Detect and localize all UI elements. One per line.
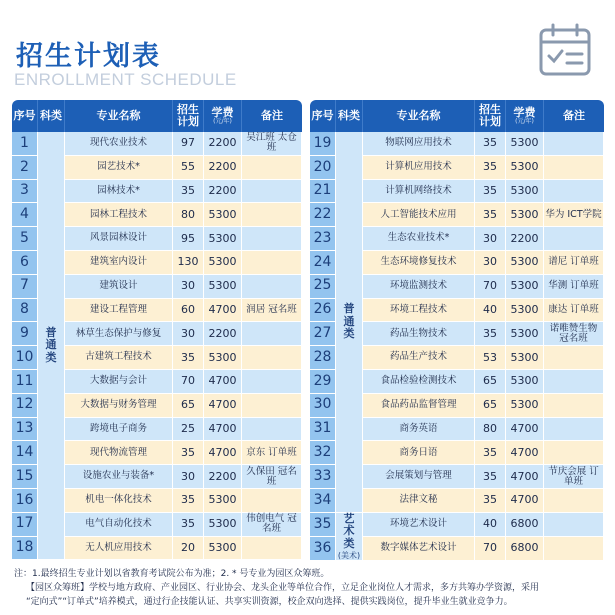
category-label: 普通类 [343, 301, 355, 341]
header-plan: 招生计划 [173, 100, 204, 132]
row-number: 17 [12, 513, 38, 537]
row-number: 31 [310, 418, 336, 442]
category-cell [38, 132, 65, 560]
header-category: 科类 [336, 100, 363, 132]
plan-count: 20 [173, 537, 204, 561]
row-number: 14 [12, 441, 38, 465]
row-number: 8 [12, 299, 38, 323]
tuition-fee: 2200 [204, 156, 242, 180]
header-category: 科类 [38, 100, 65, 132]
table-header-row [310, 100, 604, 132]
major-name: 大数据与财务管理 [65, 394, 173, 418]
plan-count: 130 [173, 251, 204, 275]
major-name: 法律文秘 [363, 489, 475, 513]
plan-count: 35 [475, 156, 506, 180]
remark [242, 203, 302, 227]
remark: 吴江班 太仓班 [242, 132, 302, 156]
plan-count: 35 [475, 465, 506, 489]
row-number: 4 [12, 203, 38, 227]
footnote-line-1: 注：1.最终招生专业计划以省教育考试院公布为准；2. * 号专业为园区众筹班。 [14, 569, 330, 579]
header-fee-label: 学费 [211, 105, 234, 119]
tuition-fee: 4700 [506, 489, 544, 513]
plan-count: 70 [475, 537, 506, 561]
major-name: 环境工程技术 [363, 299, 475, 323]
header-plan: 招生计划 [475, 100, 506, 132]
calendar-icon [535, 20, 595, 80]
tuition-fee: 5300 [506, 322, 544, 346]
major-name: 计算机应用技术 [363, 156, 475, 180]
plan-count: 35 [475, 489, 506, 513]
tuition-fee: 6800 [506, 537, 544, 561]
row-number: 15 [12, 465, 38, 489]
remark [242, 227, 302, 251]
remark [544, 441, 604, 465]
footnote-line-2: 【园区众筹班】学校与地方政府、产业园区、行业协会、龙头企业等单位合作，立足企业岗位人才需求，多方共筹办学资源，采用 [26, 583, 540, 593]
major-name: 生态环境修复技术 [363, 251, 475, 275]
remark [242, 537, 302, 561]
major-name: 古建筑工程技术 [65, 346, 173, 370]
remark [242, 418, 302, 442]
row-number: 19 [310, 132, 336, 156]
major-name: 设施农业与装备* [65, 465, 173, 489]
tuition-fee: 5300 [204, 227, 242, 251]
remark: 伟创电气 冠名班 [242, 513, 302, 537]
plan-count: 30 [173, 322, 204, 346]
plan-count: 65 [173, 394, 204, 418]
remark: 诺唯赞生物 冠名班 [544, 322, 604, 346]
major-name: 无人机应用技术 [65, 537, 173, 561]
tuition-fee: 5300 [204, 537, 242, 561]
remark [242, 394, 302, 418]
remark [544, 156, 604, 180]
tuition-fee: 5300 [506, 203, 544, 227]
major-name: 计算机网络技术 [363, 180, 475, 204]
row-number: 13 [12, 418, 38, 442]
plan-count: 95 [173, 227, 204, 251]
remark [544, 537, 604, 561]
row-number: 28 [310, 346, 336, 370]
major-name: 食品检验检测技术 [363, 370, 475, 394]
remark: 华测 订单班 [544, 275, 604, 299]
remark [544, 394, 604, 418]
row-number: 22 [310, 203, 336, 227]
remark [544, 227, 604, 251]
page-title: 招生计划表 [16, 41, 161, 72]
tuition-fee: 5300 [506, 156, 544, 180]
remark: 华为 ICT学院 [544, 203, 604, 227]
remark [242, 251, 302, 275]
row-number: 36 [310, 537, 336, 561]
tuition-fee: 5300 [204, 251, 242, 275]
header-fee-unit: (元/年) [515, 117, 534, 125]
tuition-fee: 5300 [204, 346, 242, 370]
tuition-fee: 5300 [506, 394, 544, 418]
tuition-fee: 5300 [506, 370, 544, 394]
category-label: 艺术类 [343, 511, 355, 551]
major-name: 数字媒体艺术设计 [363, 537, 475, 561]
plan-count: 80 [173, 203, 204, 227]
plan-count: 25 [173, 418, 204, 442]
row-number: 23 [310, 227, 336, 251]
tuition-fee: 4700 [506, 465, 544, 489]
tuition-fee: 4700 [506, 441, 544, 465]
plan-count: 53 [475, 346, 506, 370]
row-number: 7 [12, 275, 38, 299]
major-name: 大数据与会计 [65, 370, 173, 394]
row-number: 26 [310, 299, 336, 323]
remark [544, 346, 604, 370]
row-number: 32 [310, 441, 336, 465]
remark [242, 156, 302, 180]
plan-count: 35 [173, 513, 204, 537]
major-name: 食品药品监督管理 [363, 394, 475, 418]
major-name: 电气自动化技术 [65, 513, 173, 537]
enrollment-table-right [310, 100, 604, 561]
plan-count: 30 [475, 227, 506, 251]
major-name: 现代物流管理 [65, 441, 173, 465]
major-name: 园艺技术* [65, 156, 173, 180]
header-seq: 序号 [12, 100, 38, 132]
plan-count: 40 [475, 513, 506, 537]
header-fee-label: 学费 [513, 105, 536, 119]
plan-count: 35 [475, 132, 506, 156]
row-number: 21 [310, 180, 336, 204]
tuition-fee: 5300 [204, 489, 242, 513]
row-number: 24 [310, 251, 336, 275]
tuition-fee: 2200 [506, 227, 544, 251]
row-number: 11 [12, 370, 38, 394]
remark [242, 489, 302, 513]
tuition-fee: 5300 [506, 275, 544, 299]
remark: 润居 冠名班 [242, 299, 302, 323]
plan-count: 35 [475, 441, 506, 465]
tuition-fee: 5300 [204, 275, 242, 299]
major-name: 环境监测技术 [363, 275, 475, 299]
plan-count: 35 [475, 180, 506, 204]
plan-count: 35 [475, 322, 506, 346]
row-number: 2 [12, 156, 38, 180]
footnotes [14, 567, 606, 609]
remark [544, 489, 604, 513]
table-row [310, 513, 604, 537]
remark: 康达 订单班 [544, 299, 604, 323]
tuition-fee: 5300 [506, 251, 544, 275]
remark [544, 370, 604, 394]
major-name: 建筑室内设计 [65, 251, 173, 275]
row-number: 12 [12, 394, 38, 418]
row-number: 27 [310, 322, 336, 346]
category-label: 普通类 [45, 325, 57, 364]
plan-count: 35 [173, 489, 204, 513]
remark [242, 346, 302, 370]
tuition-fee: 4700 [204, 441, 242, 465]
plan-count: 55 [173, 156, 204, 180]
remark: 久保田 冠名班 [242, 465, 302, 489]
header-fee [506, 100, 544, 132]
remark [544, 132, 604, 156]
remark [544, 513, 604, 537]
major-name: 园林工程技术 [65, 203, 173, 227]
plan-count: 65 [475, 370, 506, 394]
major-name: 建设工程管理 [65, 299, 173, 323]
enrollment-table-left [12, 100, 302, 560]
plan-count: 30 [173, 465, 204, 489]
row-number: 5 [12, 227, 38, 251]
tuition-fee: 5300 [506, 346, 544, 370]
row-number: 34 [310, 489, 336, 513]
tuition-fee: 4700 [204, 299, 242, 323]
major-name: 生态农业技术* [363, 227, 475, 251]
tuition-fee: 4700 [204, 418, 242, 442]
header-major: 专业名称 [65, 100, 173, 132]
plan-count: 30 [475, 251, 506, 275]
row-number: 25 [310, 275, 336, 299]
row-number: 9 [12, 322, 38, 346]
remark [242, 275, 302, 299]
plan-count: 70 [173, 370, 204, 394]
remark [242, 370, 302, 394]
plan-count: 70 [475, 275, 506, 299]
tuition-fee: 5300 [506, 299, 544, 323]
footnote-line-3: “定向式”“订单式”培养模式，通过行企技能认证、共享实训资源，校企双向选择、提供实践岗位，提升毕业生就业竞争力。 [26, 597, 513, 607]
row-number: 10 [12, 346, 38, 370]
plan-count: 30 [173, 275, 204, 299]
remark [544, 418, 604, 442]
plan-count: 35 [173, 180, 204, 204]
header-major: 专业名称 [363, 100, 475, 132]
plan-count: 35 [173, 441, 204, 465]
header-remark: 备注 [544, 100, 604, 132]
plan-count: 97 [173, 132, 204, 156]
header-remark: 备注 [242, 100, 302, 132]
major-name: 物联网应用技术 [363, 132, 475, 156]
remark: 京东 订单班 [242, 441, 302, 465]
row-number: 16 [12, 489, 38, 513]
plan-count: 35 [475, 203, 506, 227]
major-name: 建筑设计 [65, 275, 173, 299]
row-number: 20 [310, 156, 336, 180]
tuition-fee: 6800 [506, 513, 544, 537]
plan-count: 60 [173, 299, 204, 323]
tuition-fee: 2200 [204, 465, 242, 489]
remark: 谱尼 订单班 [544, 251, 604, 275]
major-name: 会展策划与管理 [363, 465, 475, 489]
major-name: 环境艺术设计 [363, 513, 475, 537]
category-sub-label: (美术) [337, 550, 361, 560]
major-name: 现代农业技术 [65, 132, 173, 156]
plan-count: 65 [475, 394, 506, 418]
table-row [310, 132, 604, 156]
major-name: 药品生物技术 [363, 322, 475, 346]
tuition-fee: 2200 [204, 180, 242, 204]
plan-count: 40 [475, 299, 506, 323]
header-fee-unit: (元/年) [213, 117, 232, 125]
plan-count: 35 [173, 346, 204, 370]
tuition-fee: 2200 [204, 132, 242, 156]
tuition-fee: 4700 [506, 418, 544, 442]
tuition-fee: 5300 [506, 180, 544, 204]
tuition-fee: 4700 [204, 394, 242, 418]
page-subtitle: ENROLLMENT SCHEDULE [14, 70, 237, 89]
row-number: 35 [310, 513, 336, 537]
row-number: 1 [12, 132, 38, 156]
header-fee [204, 100, 242, 132]
major-name: 药品生产技术 [363, 346, 475, 370]
remark [242, 180, 302, 204]
major-name: 林草生态保护与修复 [65, 322, 173, 346]
plan-count: 80 [475, 418, 506, 442]
tuition-fee: 5300 [506, 132, 544, 156]
tuition-fee: 4700 [204, 370, 242, 394]
major-name: 机电一体化技术 [65, 489, 173, 513]
row-number: 30 [310, 394, 336, 418]
category-cell [336, 513, 363, 561]
major-name: 商务英语 [363, 418, 475, 442]
row-number: 3 [12, 180, 38, 204]
remark [242, 322, 302, 346]
category-cell [336, 132, 363, 513]
tuition-fee: 5300 [204, 203, 242, 227]
row-number: 29 [310, 370, 336, 394]
remark [544, 180, 604, 204]
major-name: 跨境电子商务 [65, 418, 173, 442]
table-header-row [12, 100, 302, 132]
major-name: 园林技术* [65, 180, 173, 204]
tuition-fee: 5300 [204, 513, 242, 537]
remark: 节庆会展 订单班 [544, 465, 604, 489]
row-number: 6 [12, 251, 38, 275]
row-number: 18 [12, 537, 38, 561]
table-row [12, 132, 302, 156]
row-number: 33 [310, 465, 336, 489]
tuition-fee: 2200 [204, 322, 242, 346]
header-seq: 序号 [310, 100, 336, 132]
major-name: 人工智能技术应用 [363, 203, 475, 227]
major-name: 风景园林设计 [65, 227, 173, 251]
major-name: 商务日语 [363, 441, 475, 465]
